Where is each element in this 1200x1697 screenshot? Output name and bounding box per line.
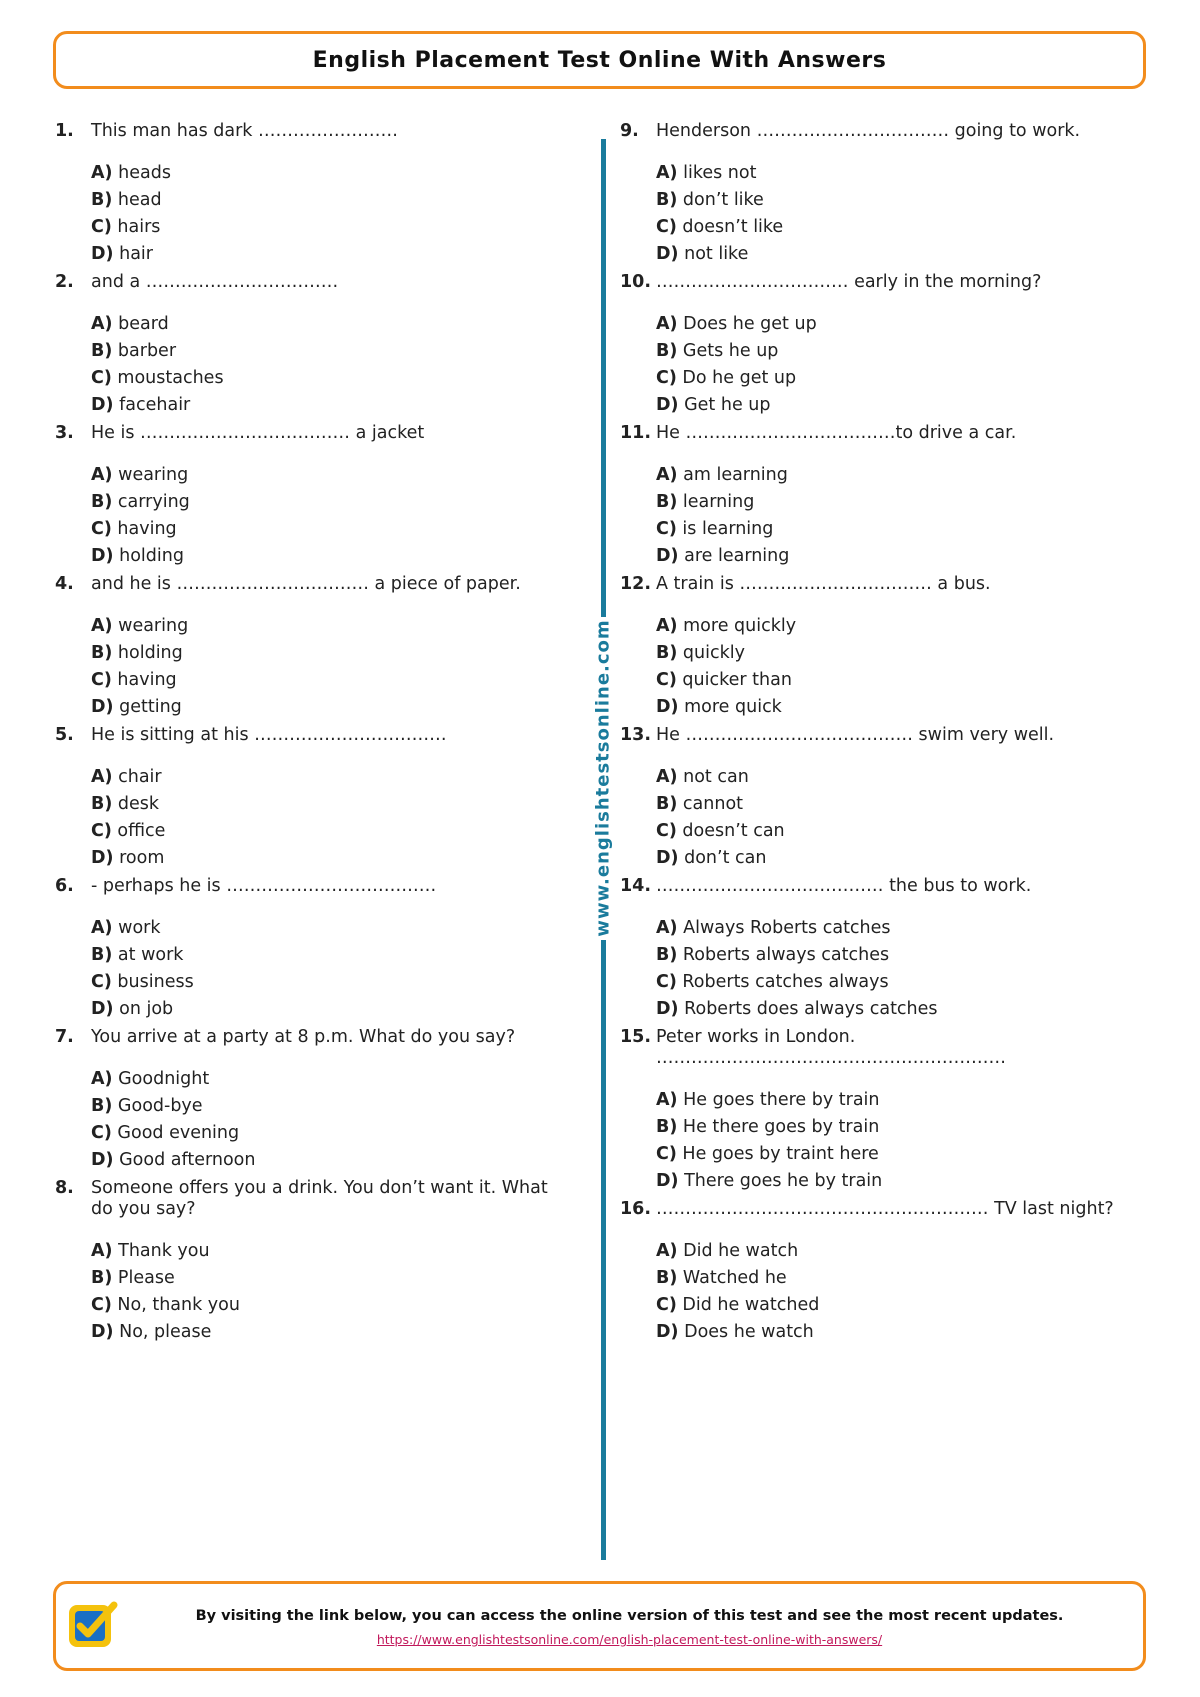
answer-option[interactable] xyxy=(656,613,1140,640)
answer-option[interactable] xyxy=(91,942,575,969)
question-number: 11. xyxy=(620,423,652,443)
option-letter: C) xyxy=(656,519,677,539)
answer-options xyxy=(620,1087,1140,1195)
option-text: office xyxy=(117,821,166,841)
option-text: am learning xyxy=(683,465,788,485)
answer-option[interactable] xyxy=(656,764,1140,791)
answer-options xyxy=(620,160,1140,268)
option-letter: A) xyxy=(656,465,678,485)
question-prompt xyxy=(55,423,575,444)
option-letter: A) xyxy=(656,918,678,938)
option-text: heads xyxy=(118,163,171,183)
option-letter: D) xyxy=(91,1150,114,1170)
question-text: This man has dark …………………… xyxy=(91,121,398,141)
option-text: Get he up xyxy=(684,395,771,415)
answer-option[interactable] xyxy=(91,489,575,516)
option-text: not can xyxy=(683,767,749,787)
answer-option[interactable] xyxy=(91,1319,575,1346)
answer-option[interactable] xyxy=(91,241,575,268)
option-text: learning xyxy=(682,492,755,512)
answer-option[interactable] xyxy=(656,942,1140,969)
option-text: Please xyxy=(117,1268,175,1288)
question-prompt xyxy=(620,121,1140,142)
option-letter: D) xyxy=(656,395,679,415)
question-prompt xyxy=(620,272,1140,293)
question-text: and he is …………………………… a piece of paper. xyxy=(91,574,521,594)
option-letter: C) xyxy=(656,217,677,237)
answer-options xyxy=(55,1238,575,1346)
option-letter: D) xyxy=(656,1322,679,1342)
option-text: don’t like xyxy=(682,190,764,210)
option-text: moustaches xyxy=(117,368,224,388)
option-letter: D) xyxy=(91,546,114,566)
answer-option[interactable] xyxy=(656,1141,1140,1168)
option-text: holding xyxy=(117,643,183,663)
question-number: 4. xyxy=(55,574,74,594)
option-letter: D) xyxy=(91,697,114,717)
column-divider-top xyxy=(601,139,606,617)
answer-option[interactable] xyxy=(91,915,575,942)
option-text: Do he get up xyxy=(682,368,797,388)
option-letter: A) xyxy=(91,465,113,485)
answer-option[interactable] xyxy=(656,996,1140,1023)
question-number: 14. xyxy=(620,876,652,896)
option-text: on job xyxy=(119,999,174,1019)
option-letter: C) xyxy=(91,519,112,539)
answer-option[interactable] xyxy=(656,543,1140,570)
answer-option[interactable] xyxy=(656,694,1140,721)
option-text: hairs xyxy=(117,217,161,237)
option-letter: B) xyxy=(91,643,113,663)
question-prompt xyxy=(55,574,575,595)
option-text: having xyxy=(117,519,177,539)
option-letter: D) xyxy=(91,999,114,1019)
option-text: more quickly xyxy=(683,616,797,636)
answer-option[interactable] xyxy=(91,516,575,543)
answer-option[interactable] xyxy=(91,1265,575,1292)
option-text: barber xyxy=(117,341,177,361)
option-letter: C) xyxy=(656,821,677,841)
answer-option[interactable] xyxy=(91,1292,575,1319)
answer-option[interactable] xyxy=(656,160,1140,187)
question-item xyxy=(620,423,1140,570)
question-number: 9. xyxy=(620,121,639,141)
question-number: 10. xyxy=(620,272,652,292)
option-letter: A) xyxy=(91,616,113,636)
option-text: Good evening xyxy=(117,1123,240,1143)
question-item xyxy=(620,876,1140,1023)
answer-option[interactable] xyxy=(656,1319,1140,1346)
option-text: Roberts catches always xyxy=(682,972,889,992)
answer-option[interactable] xyxy=(91,338,575,365)
answer-option[interactable] xyxy=(656,462,1140,489)
answer-option[interactable] xyxy=(656,241,1140,268)
question-prompt xyxy=(620,876,1140,897)
footer-banner xyxy=(53,1581,1146,1671)
option-text: No, please xyxy=(119,1322,212,1342)
option-letter: B) xyxy=(656,341,678,361)
option-letter: B) xyxy=(91,190,113,210)
option-text: having xyxy=(117,670,177,690)
option-text: Did he watch xyxy=(683,1241,799,1261)
answer-option[interactable] xyxy=(91,791,575,818)
option-letter: D) xyxy=(656,697,679,717)
option-letter: C) xyxy=(91,217,112,237)
question-number: 3. xyxy=(55,423,74,443)
option-text: holding xyxy=(119,546,184,566)
answer-option[interactable] xyxy=(91,392,575,419)
answer-option[interactable] xyxy=(91,1120,575,1147)
option-text: wearing xyxy=(118,616,189,636)
option-letter: D) xyxy=(91,848,114,868)
question-number: 8. xyxy=(55,1178,74,1198)
answer-option[interactable] xyxy=(656,311,1140,338)
question-text: Someone offers you a drink. You don’t want it. What do you say? xyxy=(91,1178,548,1219)
question-prompt xyxy=(55,876,575,897)
option-letter: D) xyxy=(656,546,679,566)
option-text: Good afternoon xyxy=(119,1150,256,1170)
question-number: 15. xyxy=(620,1027,652,1047)
option-letter: B) xyxy=(656,492,678,512)
option-text: carrying xyxy=(117,492,190,512)
option-text: work xyxy=(118,918,161,938)
answer-option[interactable] xyxy=(91,694,575,721)
option-letter: B) xyxy=(656,1117,678,1137)
answer-option[interactable] xyxy=(91,1093,575,1120)
question-prompt xyxy=(620,574,1140,595)
question-text: He is sitting at his …………………………… xyxy=(91,725,447,745)
answer-option[interactable] xyxy=(656,969,1140,996)
question-item xyxy=(620,725,1140,872)
option-letter: C) xyxy=(656,972,677,992)
option-text: Does he watch xyxy=(684,1322,814,1342)
option-text: room xyxy=(119,848,165,868)
option-text: Did he watched xyxy=(682,1295,820,1315)
option-text: He there goes by train xyxy=(682,1117,880,1137)
answer-option[interactable] xyxy=(91,311,575,338)
option-text: Roberts always catches xyxy=(682,945,890,965)
side-website-url: www.englishtestsonline.com xyxy=(592,619,614,937)
answer-options xyxy=(620,764,1140,872)
answer-option[interactable] xyxy=(91,969,575,996)
answer-options xyxy=(620,613,1140,721)
question-text: Peter works in London. …………………………………………………… xyxy=(656,1027,1006,1068)
option-text: Good-bye xyxy=(117,1096,203,1116)
question-prompt xyxy=(620,1199,1140,1220)
option-text: chair xyxy=(118,767,162,787)
answer-option[interactable] xyxy=(91,1147,575,1174)
question-item xyxy=(55,876,575,1023)
question-item xyxy=(55,272,575,419)
question-text: You arrive at a party at 8 p.m. What do you say? xyxy=(91,1027,516,1047)
answer-option[interactable] xyxy=(91,214,575,241)
answer-option[interactable] xyxy=(91,996,575,1023)
option-letter: D) xyxy=(656,1171,679,1191)
answer-option[interactable] xyxy=(656,818,1140,845)
question-text: - perhaps he is ……………………………… xyxy=(91,876,437,896)
question-item xyxy=(620,121,1140,268)
option-letter: A) xyxy=(656,616,678,636)
option-text: is learning xyxy=(682,519,774,539)
answer-option[interactable] xyxy=(656,845,1140,872)
answer-option[interactable] xyxy=(91,613,575,640)
question-text: He ………………………………to drive a car. xyxy=(656,423,1017,443)
question-prompt xyxy=(620,1027,1140,1069)
answer-option[interactable] xyxy=(91,1066,575,1093)
option-letter: A) xyxy=(656,1090,678,1110)
answer-options xyxy=(55,613,575,721)
option-letter: A) xyxy=(91,1069,113,1089)
option-letter: A) xyxy=(656,767,678,787)
option-letter: C) xyxy=(91,368,112,388)
question-prompt xyxy=(55,272,575,293)
answer-option[interactable] xyxy=(91,764,575,791)
answer-option[interactable] xyxy=(656,1238,1140,1265)
question-item xyxy=(55,423,575,570)
answer-option[interactable] xyxy=(656,365,1140,392)
question-prompt xyxy=(55,725,575,746)
question-item xyxy=(620,574,1140,721)
option-text: Watched he xyxy=(682,1268,787,1288)
option-text: doesn’t can xyxy=(682,821,785,841)
question-text: and a …………………………… xyxy=(91,272,339,292)
question-text: ………………………………… the bus to work. xyxy=(656,876,1032,896)
answer-option[interactable] xyxy=(656,1087,1140,1114)
option-text: He goes by traint here xyxy=(682,1144,879,1164)
option-text: quickly xyxy=(682,643,745,663)
question-text: A train is …………………………… a bus. xyxy=(656,574,991,594)
question-number: 7. xyxy=(55,1027,74,1047)
option-text: facehair xyxy=(119,395,191,415)
answer-options xyxy=(55,915,575,1023)
answer-option[interactable] xyxy=(656,1292,1140,1319)
option-letter: C) xyxy=(656,1144,677,1164)
option-text: likes not xyxy=(683,163,757,183)
footer-link[interactable]: https://www.englishtestsonline.com/english-placement-test-online-with-answers/ xyxy=(376,1632,883,1647)
question-item xyxy=(620,1027,1140,1195)
option-letter: D) xyxy=(91,1322,114,1342)
answer-option[interactable] xyxy=(91,365,575,392)
answer-options xyxy=(55,1066,575,1174)
question-prompt xyxy=(620,725,1140,746)
option-letter: A) xyxy=(91,163,113,183)
page-title: English Placement Test Online With Answers xyxy=(312,47,887,73)
answer-option[interactable] xyxy=(91,1238,575,1265)
option-letter: D) xyxy=(91,244,114,264)
question-text: Henderson …………………………… going to work. xyxy=(656,121,1081,141)
answer-options xyxy=(55,462,575,570)
question-number: 13. xyxy=(620,725,652,745)
option-letter: D) xyxy=(656,848,679,868)
option-letter: B) xyxy=(656,190,678,210)
option-text: beard xyxy=(118,314,169,334)
right-question-column xyxy=(620,121,1140,1350)
answer-option[interactable] xyxy=(656,667,1140,694)
option-text: Does he get up xyxy=(683,314,817,334)
option-text: Thank you xyxy=(118,1241,210,1261)
question-prompt xyxy=(55,1178,575,1220)
column-divider-bottom xyxy=(601,940,606,1560)
answer-option[interactable] xyxy=(91,187,575,214)
option-letter: B) xyxy=(656,1268,678,1288)
answer-option[interactable] xyxy=(656,640,1140,667)
question-prompt xyxy=(620,423,1140,444)
option-text: hair xyxy=(119,244,153,264)
question-number: 12. xyxy=(620,574,652,594)
question-item xyxy=(620,1199,1140,1346)
answer-option[interactable] xyxy=(91,818,575,845)
option-text: There goes he by train xyxy=(684,1171,883,1191)
answer-option[interactable] xyxy=(91,462,575,489)
option-letter: B) xyxy=(91,1096,113,1116)
option-text: getting xyxy=(119,697,182,717)
question-text: ………………………………………………… TV last night? xyxy=(656,1199,1114,1219)
answer-option[interactable] xyxy=(656,338,1140,365)
option-letter: C) xyxy=(91,670,112,690)
answer-option[interactable] xyxy=(91,667,575,694)
option-text: at work xyxy=(117,945,184,965)
question-text: …………………………… early in the morning? xyxy=(656,272,1042,292)
answer-options xyxy=(55,311,575,419)
answer-options xyxy=(620,1238,1140,1346)
answer-option[interactable] xyxy=(91,845,575,872)
answer-option[interactable] xyxy=(656,187,1140,214)
option-letter: B) xyxy=(91,794,113,814)
footer-message: By visiting the link below, you can access the online version of this test and see the most recent updates. xyxy=(195,1608,1064,1624)
option-text: desk xyxy=(117,794,160,814)
answer-option[interactable] xyxy=(656,791,1140,818)
answer-option[interactable] xyxy=(656,1265,1140,1292)
answer-option[interactable] xyxy=(91,160,575,187)
question-number: 6. xyxy=(55,876,74,896)
option-text: head xyxy=(117,190,162,210)
option-letter: C) xyxy=(91,821,112,841)
question-item xyxy=(55,1027,575,1174)
question-item xyxy=(55,121,575,268)
option-letter: B) xyxy=(656,945,678,965)
option-letter: B) xyxy=(91,492,113,512)
option-letter: C) xyxy=(91,1295,112,1315)
option-letter: D) xyxy=(91,395,114,415)
answer-option[interactable] xyxy=(656,1168,1140,1195)
option-text: doesn’t like xyxy=(682,217,784,237)
question-prompt xyxy=(55,121,575,142)
checkbox-check-icon xyxy=(66,1599,118,1651)
answer-option[interactable] xyxy=(656,1114,1140,1141)
option-letter: B) xyxy=(656,794,678,814)
option-letter: A) xyxy=(656,314,678,334)
option-letter: D) xyxy=(656,244,679,264)
option-text: not like xyxy=(684,244,749,264)
option-letter: B) xyxy=(91,341,113,361)
option-text: wearing xyxy=(118,465,189,485)
option-letter: C) xyxy=(656,670,677,690)
answer-option[interactable] xyxy=(656,392,1140,419)
option-letter: D) xyxy=(656,999,679,1019)
question-text: He is ……………………………… a jacket xyxy=(91,423,425,443)
question-item xyxy=(620,272,1140,419)
question-item xyxy=(55,725,575,872)
option-letter: B) xyxy=(91,1268,113,1288)
option-text: quicker than xyxy=(682,670,792,690)
option-text: business xyxy=(117,972,194,992)
option-text: Roberts does always catches xyxy=(684,999,938,1019)
answer-option[interactable] xyxy=(91,640,575,667)
option-letter: A) xyxy=(656,1241,678,1261)
answer-options xyxy=(620,462,1140,570)
option-letter: A) xyxy=(656,163,678,183)
question-text: He ………………………………… swim very well. xyxy=(656,725,1055,745)
answer-options xyxy=(55,764,575,872)
option-text: don’t can xyxy=(684,848,767,868)
question-item xyxy=(55,574,575,721)
option-text: cannot xyxy=(682,794,744,814)
title-banner xyxy=(53,31,1146,89)
answer-options xyxy=(55,160,575,268)
question-number: 1. xyxy=(55,121,74,141)
option-letter: C) xyxy=(656,368,677,388)
option-text: more quick xyxy=(684,697,782,717)
option-letter: A) xyxy=(91,767,113,787)
option-letter: B) xyxy=(656,643,678,663)
option-text: He goes there by train xyxy=(683,1090,880,1110)
answer-options xyxy=(620,311,1140,419)
question-number: 5. xyxy=(55,725,74,745)
question-item xyxy=(55,1178,575,1346)
question-number: 16. xyxy=(620,1199,652,1219)
option-letter: B) xyxy=(91,945,113,965)
answer-option[interactable] xyxy=(91,543,575,570)
option-text: Always Roberts catches xyxy=(683,918,891,938)
answer-options xyxy=(620,915,1140,1023)
option-letter: A) xyxy=(91,1241,113,1261)
option-text: are learning xyxy=(684,546,790,566)
option-text: No, thank you xyxy=(117,1295,240,1315)
question-prompt xyxy=(55,1027,575,1048)
question-number: 2. xyxy=(55,272,74,292)
option-text: Goodnight xyxy=(118,1069,210,1089)
option-letter: A) xyxy=(91,314,113,334)
left-question-column xyxy=(55,121,575,1350)
answer-option[interactable] xyxy=(656,489,1140,516)
answer-option[interactable] xyxy=(656,214,1140,241)
option-text: Gets he up xyxy=(682,341,779,361)
answer-option[interactable] xyxy=(656,516,1140,543)
option-letter: C) xyxy=(91,1123,112,1143)
option-letter: A) xyxy=(91,918,113,938)
option-letter: C) xyxy=(91,972,112,992)
answer-option[interactable] xyxy=(656,915,1140,942)
option-letter: C) xyxy=(656,1295,677,1315)
